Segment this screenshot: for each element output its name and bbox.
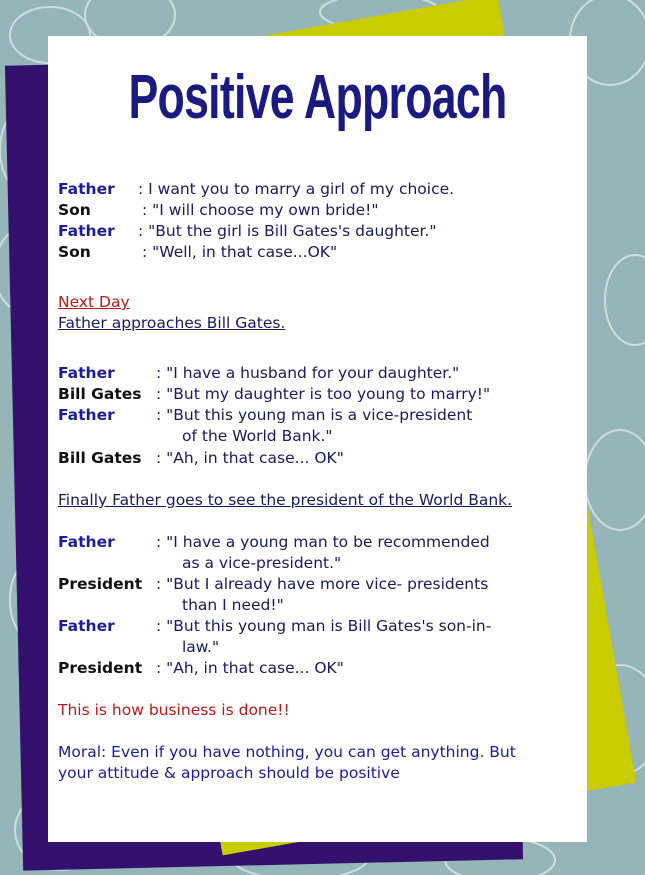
next-day-heading: Next Day (58, 293, 130, 311)
dialog-line (58, 363, 459, 384)
dialog-text: : "I have a husband for your daughter." (156, 364, 460, 382)
speaker-father: Father (58, 617, 115, 635)
dialog-continuation: as a vice-president." (182, 554, 342, 572)
business-line: This is how business is done!! (58, 701, 290, 719)
dialog-line (58, 200, 379, 221)
dialog-continuation: than I need!" (182, 596, 284, 614)
dialog-text: : "Well, in that case...OK" (142, 243, 338, 261)
moral-line-2: your attitude & approach should be positive (58, 764, 400, 782)
dialog-line (58, 448, 344, 469)
speaker-father: Father (58, 533, 115, 551)
speaker-president: President (58, 659, 143, 677)
dialog-text: : "But I already have more vice- presidents (156, 575, 489, 593)
approaches-line: Father approaches Bill Gates. (58, 314, 286, 332)
dialog-line (58, 658, 344, 679)
dialog-line (58, 384, 490, 405)
speaker-bill-gates: Bill Gates (58, 449, 142, 467)
dialog-text: : I want you to marry a girl of my choice. (138, 180, 455, 198)
dialog-text: : "I have a young man to be recommended (156, 533, 490, 551)
dialog-continuation: law." (182, 638, 220, 656)
speaker-bill-gates: Bill Gates (58, 385, 142, 403)
dialog-line (58, 616, 491, 637)
dialog-text: : "But this young man is a vice-president (156, 406, 473, 424)
dialog-line (58, 532, 490, 553)
speaker-father: Father (58, 222, 115, 240)
dialog-text: : "Ah, in that case... OK" (156, 449, 344, 467)
dialog-line (58, 242, 337, 263)
finally-line: Finally Father goes to see the president of the World Bank. (58, 491, 513, 509)
dialog-text: : "Ah, in that case... OK" (156, 659, 344, 677)
dialog-line (58, 179, 454, 200)
speaker-president: President (58, 575, 143, 593)
dialog-line (58, 405, 472, 426)
content-card (48, 36, 587, 842)
speaker-son: Son (58, 201, 91, 219)
dialog-text: : "But this young man is Bill Gates's son-in- (156, 617, 492, 635)
speaker-son: Son (58, 243, 91, 261)
speaker-father: Father (58, 364, 115, 382)
dialog-text: : "But my daughter is too young to marry!" (156, 385, 491, 403)
dialog-line (58, 221, 437, 242)
dialog-line (58, 574, 488, 595)
dialog-text: : "But the girl is Bill Gates's daughter." (138, 222, 437, 240)
moral-line-1: Moral: Even if you have nothing, you can get anything. But (58, 743, 516, 761)
dialog-continuation: of the World Bank." (182, 427, 333, 445)
dialog-text: : "I will choose my own bride!" (142, 201, 379, 219)
speaker-father: Father (58, 406, 115, 424)
page-title: Positive Approach (128, 63, 507, 132)
speaker-father: Father (58, 180, 115, 198)
